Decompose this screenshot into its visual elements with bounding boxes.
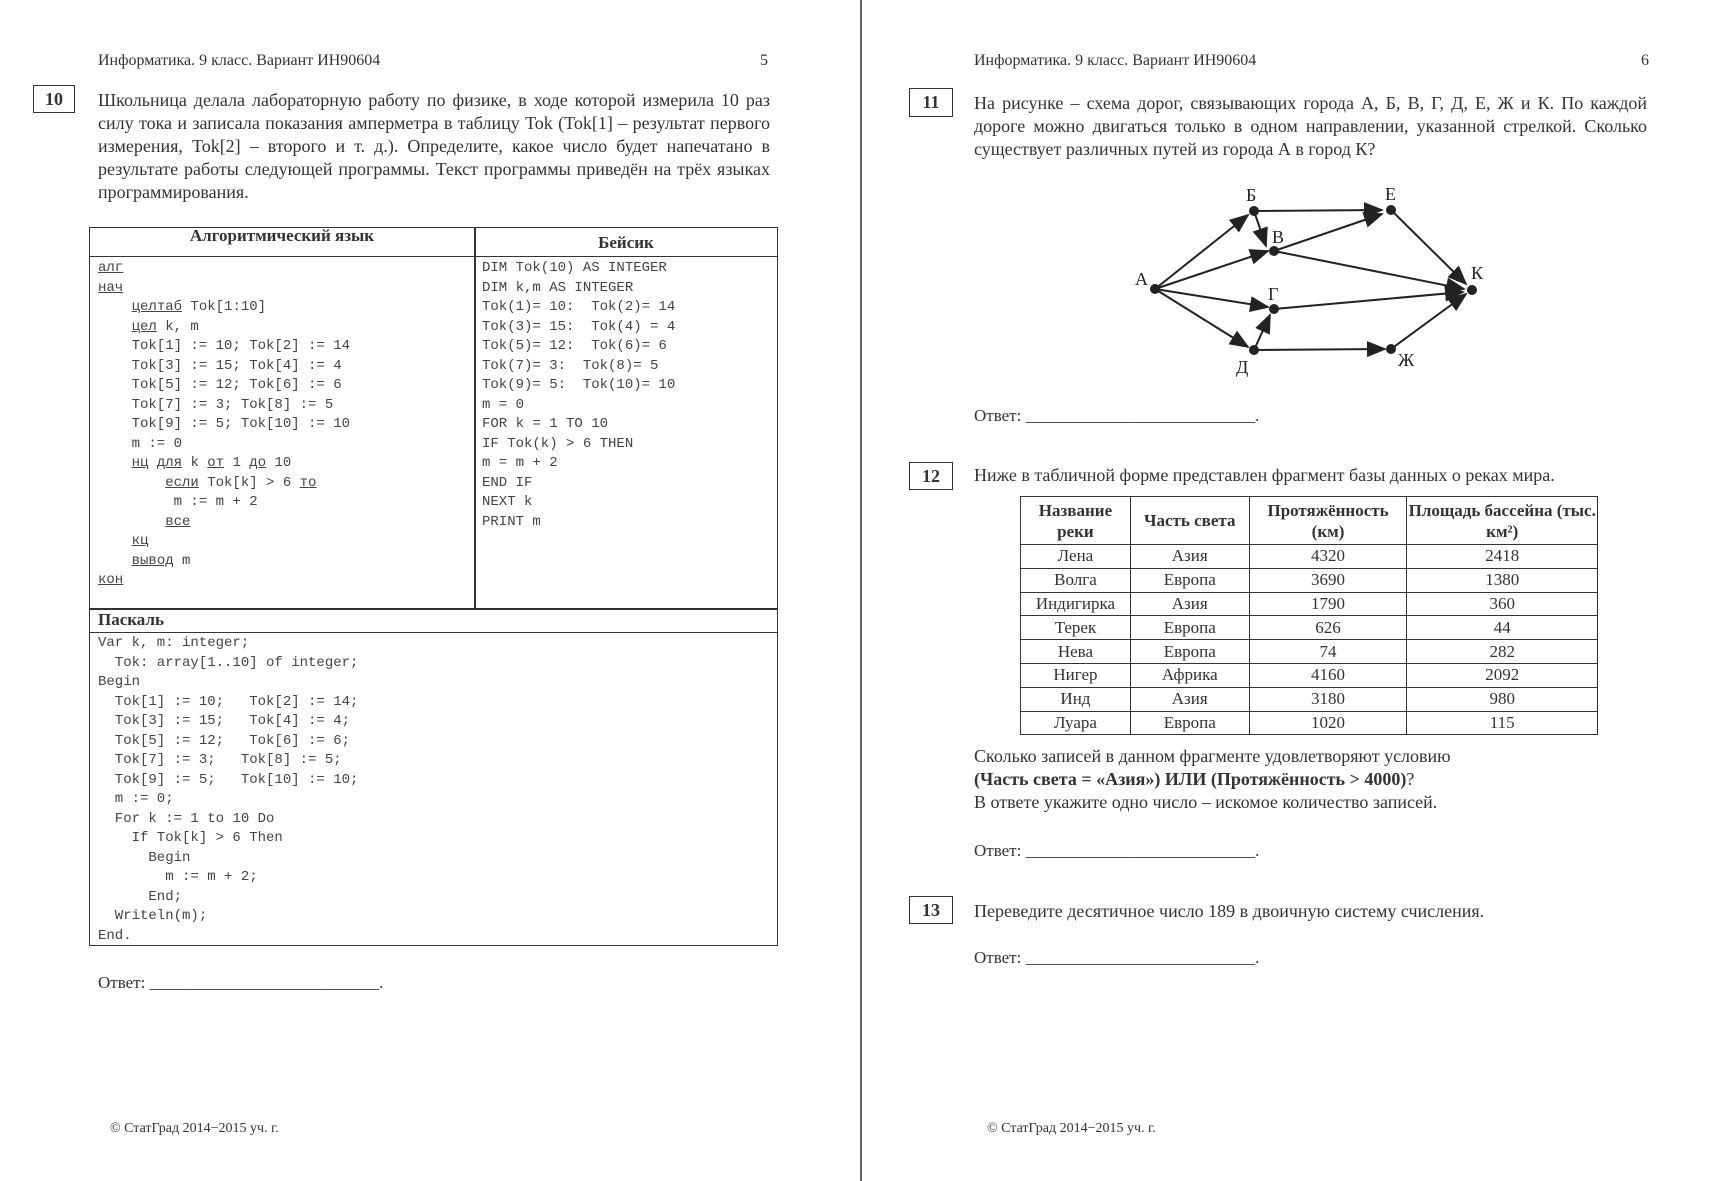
answer-11[interactable]: Ответ: ___________________________. (974, 406, 1260, 425)
table-cell: Азия (1130, 545, 1249, 569)
label-e: Е (1385, 184, 1396, 204)
condition-text: (Часть света = «Азия») ИЛИ (Протяжённость > 4000) (974, 769, 1407, 789)
code-line: Tok[9] := 5; Tok[10] := 10; (98, 771, 359, 788)
label-k: К (1471, 263, 1484, 283)
label-a: А (1135, 269, 1148, 289)
code-line: DIM k,m AS INTEGER (482, 279, 634, 296)
code-line: Tok[3] := 15; Tok[4] := 4; (98, 713, 351, 729)
table-cell: Терек (1021, 616, 1131, 640)
table-cell: 282 (1407, 640, 1598, 664)
code-text: Tok[7] := 3; Tok[8] := 5 (98, 396, 334, 413)
answer-13[interactable]: Ответ: ___________________________. (974, 948, 1260, 967)
keyword: если (165, 474, 199, 491)
task12-text: Ниже в табличной форме представлен фрагмент базы данных о реках мира. (974, 465, 1555, 485)
code-line: Tok(7)= 3: Tok(8)= 5 (482, 357, 659, 374)
node-b (1249, 206, 1259, 216)
edge-b-v (1254, 211, 1266, 246)
table-cell: 2418 (1407, 545, 1598, 569)
edge-a-v (1155, 251, 1268, 289)
code-line: For k := 1 to 10 Do (98, 810, 275, 827)
code-line: m := m + 2; (98, 869, 258, 885)
code-line: Tok: array[1..10] of integer; (98, 654, 359, 671)
task12-instruction: В ответе укажите одно число – искомое количество записей. (974, 792, 1438, 812)
node-zh (1386, 344, 1396, 354)
code-text: Tok[3] := 15; Tok[4] := 4 (98, 357, 342, 374)
keyword: нач (98, 279, 124, 296)
table-row (1021, 640, 1598, 664)
table-cell: 4160 (1249, 663, 1407, 687)
keyword: алг (98, 260, 124, 276)
table-cell: Индигирка (1021, 592, 1131, 616)
code-line: END IF (482, 474, 533, 491)
code-text: Tok[1] := 10; Tok[2] := 14 (98, 338, 351, 354)
keyword: для (156, 455, 183, 471)
alg-title: Алгоритмический язык (189, 226, 375, 245)
edge-a-d (1155, 289, 1248, 347)
task-text: Школьница делала лабораторную работу по физике, в ходе которой измерила 10 раз силу тока и записала показания амперметра в таблицу Tok (Tok[1] – результат первого измерения, Tok[2] – второго и т. д.). Определите, какое число будет напечатано в результате работы следующей программы. Текст программы приведён на трёх языках программирования. (98, 90, 770, 202)
label-zh: Ж (1398, 350, 1415, 370)
keyword: вывод (131, 552, 174, 569)
edge-a-b (1155, 215, 1248, 289)
label-d: Д (1236, 357, 1249, 377)
table-cell: 3180 (1249, 687, 1407, 711)
code-line: Tok(5)= 12: Tok(6)= 6 (482, 338, 667, 354)
code-text: m (173, 552, 191, 569)
table-cell: 626 (1249, 616, 1407, 640)
table-row (1021, 663, 1598, 687)
code-text: m := m + 2 (98, 494, 258, 510)
code-text: 1 (224, 455, 250, 471)
keyword: то (299, 474, 317, 491)
code-line: Begin (98, 674, 141, 690)
table-cell: Нигер (1021, 663, 1131, 687)
table-cell: Волга (1021, 568, 1131, 592)
edge-d-g (1254, 315, 1270, 350)
code-line: Tok[1] := 10; Tok[2] := 14; (98, 693, 359, 710)
table-cell: Европа (1130, 711, 1249, 735)
edge-a-g (1155, 289, 1268, 307)
code-text: k, m (156, 318, 199, 335)
pascal-title: Паскаль (98, 610, 164, 629)
code-line: NEXT k (482, 494, 533, 510)
node-k (1467, 285, 1477, 295)
table-row (1021, 687, 1598, 711)
code-line: Tok(1)= 10: Tok(2)= 14 (482, 299, 676, 315)
keyword: цел (131, 318, 157, 335)
code-text: Tok[9] := 5; Tok[10] := 10 (98, 416, 351, 432)
task-number-12: 12 (909, 462, 953, 490)
keyword: целтаб (131, 299, 183, 315)
code-line: Tok(9)= 5: Tok(10)= 10 (482, 377, 676, 393)
footer: © СтатГрад 2014−2015 уч. г. (110, 1121, 279, 1136)
node-g (1269, 304, 1279, 314)
table-cell: Азия (1130, 592, 1249, 616)
edge-d-zh (1254, 349, 1385, 350)
keyword: все (165, 513, 191, 530)
table-cell: 74 (1249, 640, 1407, 664)
code-text: Tok[1:10] (182, 299, 267, 315)
table-cell: 115 (1407, 711, 1598, 735)
code-text: 10 (266, 455, 292, 471)
table-cell: Инд (1021, 687, 1131, 711)
keyword: кц (131, 533, 149, 549)
code-text: k (182, 455, 208, 471)
code-line: Var k, m: integer; (98, 635, 250, 651)
keyword: нц (131, 455, 149, 471)
table-cell: Лена (1021, 545, 1131, 569)
question-mark: ? (1406, 769, 1415, 789)
node-d (1249, 345, 1259, 355)
table-cell: 360 (1407, 592, 1598, 616)
code-line: FOR k = 1 TO 10 (482, 416, 609, 432)
code-line: Tok[5] := 12; Tok[6] := 6; (98, 732, 351, 749)
column-header: Протяжённость (км) (1249, 497, 1407, 545)
task-number-11: 11 (909, 88, 953, 117)
footer: © СтатГрад 2014−2015 уч. г. (987, 1121, 1156, 1136)
table-cell: 3690 (1249, 568, 1407, 592)
task13-text: Переведите десятичное число 189 в двоичную систему счисления. (974, 901, 1485, 921)
code-line: m := 0; (98, 791, 174, 807)
code-text: m := 0 (98, 435, 183, 452)
table-cell: Нева (1021, 640, 1131, 664)
code-line: End; (98, 888, 183, 905)
keyword: до (249, 455, 267, 471)
task-number: 10 (33, 85, 75, 113)
node-a (1150, 284, 1160, 294)
table-cell: 2092 (1407, 663, 1598, 687)
code-line: IF Tok(k) > 6 THEN (482, 435, 634, 452)
table-cell: Африка (1130, 663, 1249, 687)
label-g: Г (1268, 284, 1279, 304)
answer-12[interactable]: Ответ: ___________________________. (974, 841, 1260, 860)
code-line: Tok(3)= 15: Tok(4) = 4 (482, 318, 676, 335)
label-v: В (1272, 227, 1285, 247)
edge-e-k (1391, 210, 1466, 284)
table-cell: 1020 (1249, 711, 1407, 735)
column-header: Часть света (1130, 497, 1249, 545)
page-header: Информатика. 9 класс. Вариант ИН90604 (974, 52, 1257, 69)
answer-10[interactable]: Ответ: ___________________________. (98, 973, 384, 992)
basic-title: Бейсик (598, 233, 654, 252)
table-cell: Азия (1130, 687, 1249, 711)
edge-zh-k (1391, 294, 1466, 349)
keyword: кон (98, 572, 124, 588)
table-cell: 1790 (1249, 592, 1407, 616)
table-cell: Луара (1021, 711, 1131, 735)
table-cell: Европа (1130, 616, 1249, 640)
table-row (1021, 568, 1598, 592)
page-number: 6 (1641, 52, 1649, 69)
code-line: m = m + 2 (482, 455, 558, 471)
column-header: Название реки (1021, 497, 1131, 545)
edge-b-e (1254, 210, 1382, 211)
task12-question: Сколько записей в данном фрагменте удовлетворяют условию (974, 746, 1451, 766)
edge-v-k (1274, 251, 1464, 289)
code-line: Tok[7] := 3; Tok[8] := 5; (98, 752, 342, 768)
edge-v-e (1274, 214, 1382, 251)
page-header: Информатика. 9 класс. Вариант ИН90604 (98, 52, 381, 69)
code-line: m = 0 (482, 396, 525, 413)
table-cell: 980 (1407, 687, 1598, 711)
node-e (1386, 205, 1396, 215)
node-v (1269, 246, 1279, 256)
code-line: Begin (98, 849, 191, 866)
table-row (1021, 545, 1598, 569)
task11-text: На рисунке – схема дорог, связывающих города А, Б, В, Г, Д, Е, Ж и К. По каждой дороге можно двигаться только в одном направлении, указанной стрелкой. Сколько существует различных путей из города А в город К? (974, 93, 1647, 159)
table-cell: 44 (1407, 616, 1598, 640)
column-header: Площадь бассейна (тыс. км²) (1407, 497, 1598, 545)
label-b: Б (1246, 185, 1257, 205)
table-cell: Европа (1130, 568, 1249, 592)
code-line: PRINT m (482, 513, 541, 530)
task12-condition (974, 768, 1414, 791)
table-row (1021, 592, 1598, 616)
table-cell: 1380 (1407, 568, 1598, 592)
code-text: Tok[k] > 6 (198, 474, 300, 491)
code-line: End. (98, 927, 132, 944)
table-cell: 4320 (1249, 545, 1407, 569)
page-number: 5 (760, 52, 768, 69)
code-line: DIM Tok(10) AS INTEGER (482, 260, 667, 276)
task-number-13: 13 (909, 896, 953, 924)
rivers-table (1020, 496, 1598, 735)
table-cell: Европа (1130, 640, 1249, 664)
code-line: If Tok[k] > 6 Then (98, 830, 283, 846)
table-row (1021, 711, 1598, 735)
edge-g-k (1274, 292, 1463, 309)
table-row (1021, 616, 1598, 640)
code-text: Tok[5] := 12; Tok[6] := 6 (98, 377, 342, 393)
keyword: от (207, 455, 225, 471)
code-line: Writeln(m); (98, 908, 208, 924)
